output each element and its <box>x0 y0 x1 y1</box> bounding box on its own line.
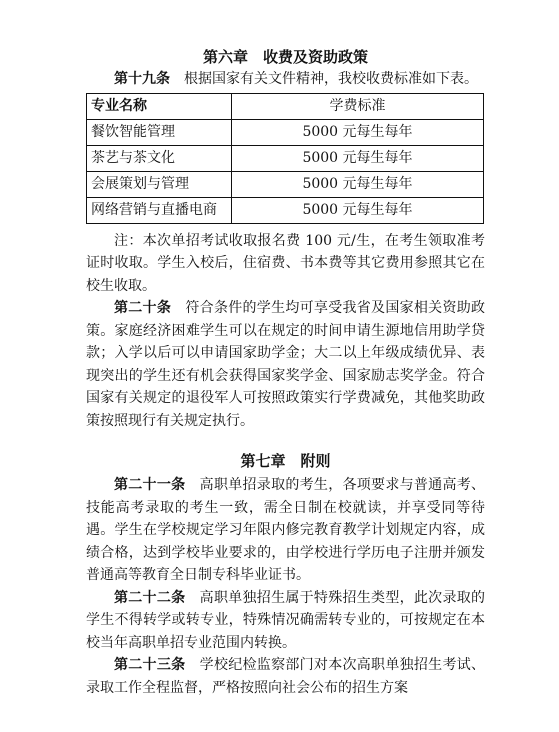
cell-tuition: 5000 元每生每年 <box>232 197 484 223</box>
cell-tuition: 5000 元每生每年 <box>232 119 484 145</box>
table-row <box>87 171 484 197</box>
table-row <box>87 119 484 145</box>
header-major: 专业名称 <box>87 93 232 119</box>
article-21-text: 高职单招录取的考生，各项要求与普通高考、技能高考录取的考生一致，需全日制在校就读，并享受同等待遇。学生在学校规定学习年限内修完教育教学计划规定内容，成绩合格，达到学校毕业要求的，由学校进行学历电子注册并颁发普通高等教育全日制专科毕业证书。 <box>86 477 486 583</box>
cell-major: 餐饮智能管理 <box>87 119 232 145</box>
article-23-label: 第二十三条 <box>114 657 186 673</box>
chapter-7-title: 第七章 附则 <box>240 452 331 470</box>
article-19-text: 根据国家有关文件精神，我校收费标准如下表。 <box>170 71 478 87</box>
article-19-label: 第十九条 <box>114 71 170 87</box>
article-20-text: 符合条件的学生均可享受我省及国家相关资助政策。家庭经济困难学生可以在规定的时间申请生源地信用助学贷款；入学以后可以申请国家助学金；大二以上年级成绩优异、表现突出的学生还有机会获得国家奖学金、国家励志奖学金。符合国家有关规定的退役军人可按照政策实行学费减免，其他奖助政策按照现行有关规定执行。 <box>86 300 486 429</box>
article-20-label: 第二十条 <box>114 300 172 316</box>
article-22-text: 高职单独招生属于特殊招生类型，此次录取的学生不得转学或转专业，特殊情况确需转专业的，可按规定在本校当年高职单招专业范围内转换。 <box>86 589 486 651</box>
article-22 <box>86 587 485 655</box>
table-row <box>87 197 484 223</box>
article-21 <box>86 474 485 587</box>
tuition-table <box>86 93 484 224</box>
chapter-6-title: 第六章 收费及资助政策 <box>202 48 368 66</box>
cell-major: 网络营销与直播电商 <box>87 197 232 223</box>
cell-tuition: 5000 元每生每年 <box>232 171 484 197</box>
article-23 <box>86 654 485 699</box>
header-tuition: 学费标准 <box>232 93 484 119</box>
table-header-row <box>87 93 484 119</box>
cell-major: 茶艺与茶文化 <box>87 145 232 171</box>
table-row <box>87 145 484 171</box>
fee-note: 注：本次单招考试收取报名费 100 元/生，在考生领取准考证时收取。学生入校后，住宿费、书本费等其它费用参照其它在校生收取。 <box>86 232 485 294</box>
article-21-label: 第二十一条 <box>114 477 186 493</box>
article-22-label: 第二十二条 <box>114 589 186 606</box>
article-20 <box>86 297 485 432</box>
cell-tuition: 5000 元每生每年 <box>232 145 484 171</box>
cell-major: 会展策划与管理 <box>87 171 232 197</box>
article-23-text: 学校纪检监察部门对本次高职单独招生考试、录取工作全程监督，严格按照向社会公布的招生方案 <box>86 657 486 696</box>
article-19 <box>86 68 485 91</box>
